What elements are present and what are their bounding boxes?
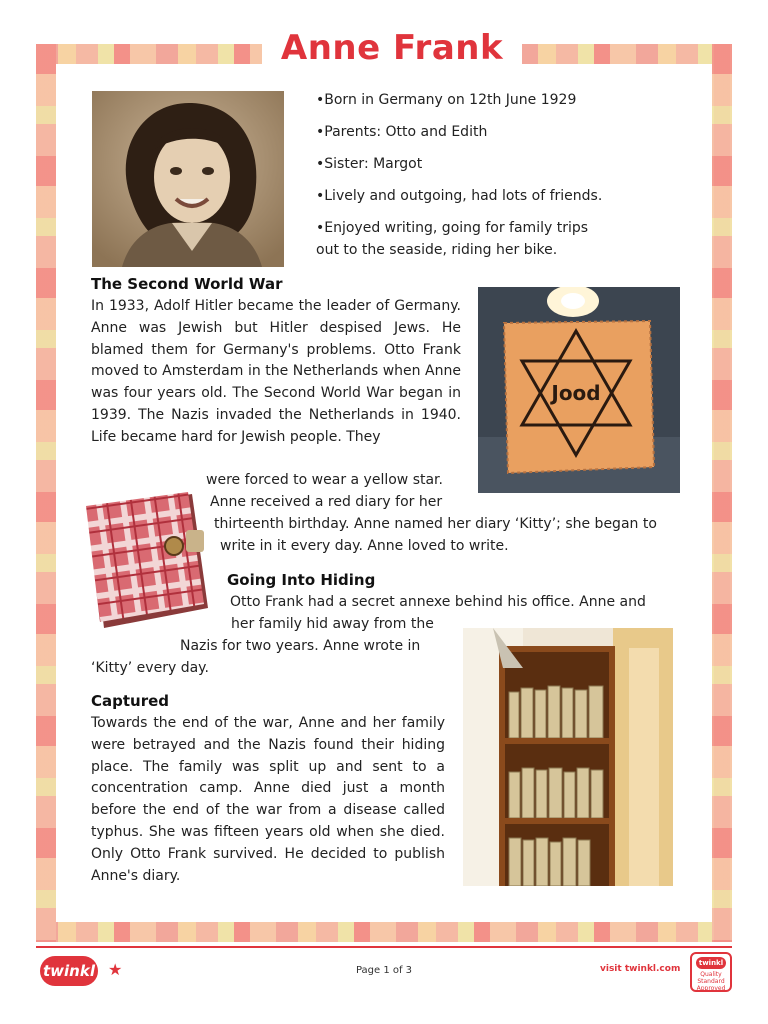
war-paragraph: In 1933, Adolf Hitler became the leader of Germany. Anne was Jewish but Hitler despised Jews. He blamed them for Germany's problems. Otto Frank moved to Amsterdam in the Netherlands when Anne was four years old. The Second World War began in 1939. The Nazis invaded the Netherlands in 1940. Life became hard for Jewish people. They	[91, 298, 461, 445]
anne-portrait-image	[92, 91, 284, 267]
badge-text: Quality Standard Approved	[696, 971, 726, 992]
fact-sister: •Sister: Margot	[316, 156, 423, 172]
war-line-4: write in it every day. Anne loved to write.	[220, 538, 509, 554]
hiding-line-2: her family hid away from the	[231, 616, 434, 632]
hiding-line-4: ‘Kitty’ every day.	[91, 660, 209, 676]
visit-link[interactable]: visit twinkl.com	[600, 964, 681, 974]
fact-hobbies-cont: out to the seaside, riding her bike.	[316, 242, 558, 258]
twinkl-logo[interactable]: twinkl	[40, 956, 98, 986]
hiding-line-1: Otto Frank had a secret annexe behind his office. Anne and	[230, 594, 646, 610]
war-line-2: Anne received a red diary for her	[210, 494, 443, 510]
fact-hobbies: •Enjoyed writing, going for family trips	[316, 220, 589, 236]
red-diary-image	[84, 490, 214, 632]
footer-divider	[36, 946, 732, 948]
page-title: Anne Frank	[280, 28, 504, 68]
fact-personality: •Lively and outgoing, had lots of friends.	[316, 188, 603, 204]
heading-captured: Captured	[91, 692, 170, 710]
badge-logo: twinkl	[696, 957, 726, 969]
star-label: Jood	[551, 381, 601, 405]
quality-badge	[690, 952, 732, 992]
fact-parents: •Parents: Otto and Edith	[316, 124, 488, 140]
war-line-1: were forced to wear a yellow star.	[206, 472, 443, 488]
star-icon: ★	[108, 960, 123, 979]
heading-second-world-war: The Second World War	[91, 275, 283, 293]
captured-paragraph: Towards the end of the war, Anne and her family were betrayed and the Nazis found their hiding place. The family was split up and sent to a concentration camp. Anne died just a month before the end of the war from a disease called typhus. She was fifteen years old when she died. Only Otto Frank survived. He decided to publish Anne's diary.	[91, 715, 445, 884]
hiding-line-3: Nazis for two years. Anne wrote in	[180, 638, 421, 654]
war-line-3: thirteenth birthday. Anne named her diary ‘Kitty’; she began to	[214, 516, 657, 532]
heading-going-into-hiding: Going Into Hiding	[227, 571, 376, 589]
bookcase-image	[463, 628, 673, 886]
page-number: Page 1 of 3	[355, 965, 413, 976]
fact-born: •Born in Germany on 12th June 1929	[316, 92, 577, 108]
yellow-star-badge-image	[478, 287, 680, 493]
